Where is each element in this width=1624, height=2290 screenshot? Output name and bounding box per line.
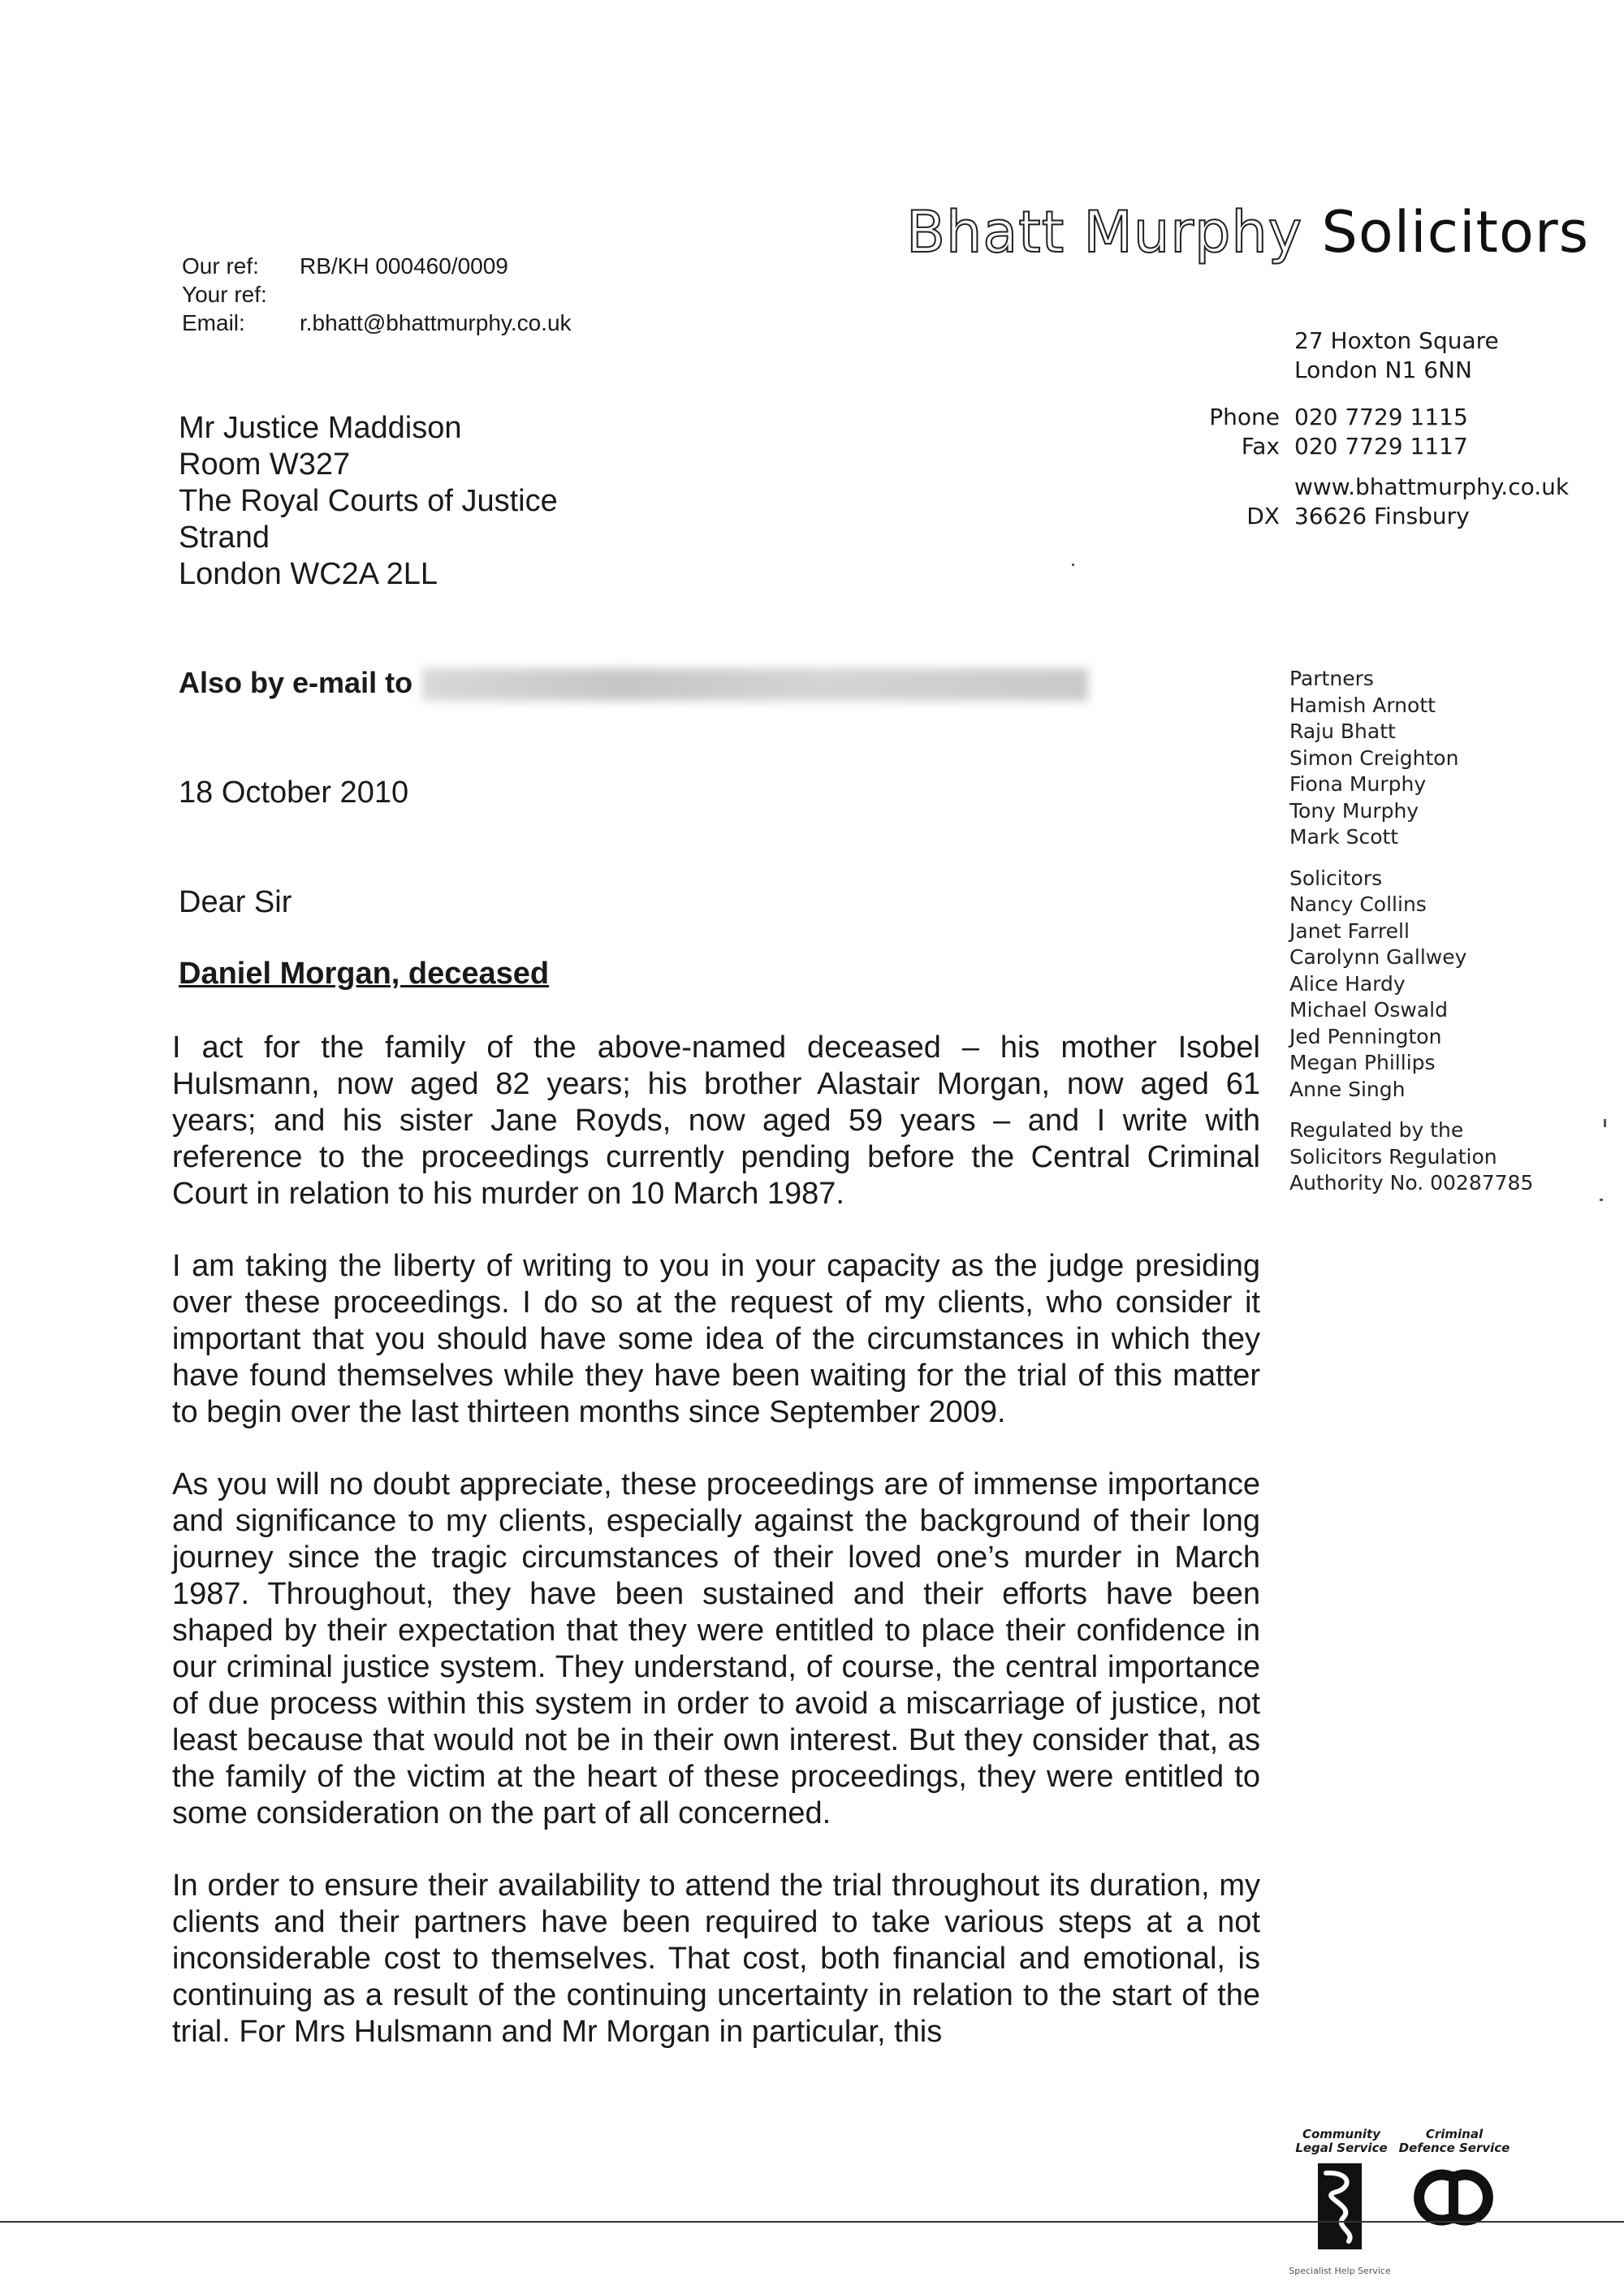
redacted-email (422, 668, 1088, 701)
address-line: 27 Hoxton Square (1294, 327, 1499, 354)
margin-mark (1600, 1199, 1603, 1201)
recipient-line: London WC2A 2LL (179, 557, 438, 591)
reference-block (182, 252, 572, 337)
letter-body (172, 1030, 1260, 2086)
partner-name: Mark Scott (1289, 825, 1399, 849)
dx-value: 36626 Finsbury (1294, 503, 1470, 529)
firm-sidebar (1289, 666, 1533, 1212)
our-ref-row (182, 252, 572, 280)
partner-name: Fiona Murphy (1289, 772, 1427, 796)
solicitor-name: Jed Pennington (1289, 1024, 1442, 1048)
community-legal-service-logo-icon (1311, 2160, 1368, 2258)
solicitors-heading: Solicitors (1289, 866, 1383, 890)
cls-caption: Specialist Help Service (1289, 2266, 1391, 2276)
regulation-line: Authority No. 00287785 (1289, 1171, 1534, 1195)
margin-mark (1604, 1119, 1606, 1127)
body-paragraph: In order to ensure their availability to attend the trial throughout its duration, my clients and their partners have been required to take various steps at a not inconsiderable cost to themselves. That cost, both financial and emotional, is continuing as a result of the continuing uncertainty in relation to the start of the trial. For Mrs Hulsmann and Mr Morgan in particular, this (172, 1869, 1260, 2049)
subject-heading: Daniel Morgan, deceased (179, 957, 550, 991)
regulation-note (1289, 1117, 1533, 1197)
partners-heading: Partners (1289, 667, 1374, 690)
firm-contact (1186, 403, 1569, 531)
regulation-line: Regulated by the (1289, 1118, 1464, 1142)
body-paragraph: I act for the family of the above-named deceased – his mother Isobel Hulsmann, now aged 82 years; his brother Alastair Morgan, now aged 61 years; and his sister Jane Royds, now aged 59 years – and I write with reference to the proceedings currently pending before the Central Criminal Court in relation to his murder on 10 March 1987. (172, 1030, 1260, 1211)
salutation: Dear Sir (179, 885, 292, 919)
address-line: London N1 6NN (1294, 356, 1472, 383)
phone-row (1186, 403, 1569, 432)
your-ref-row (182, 280, 572, 309)
fax-value: 020 7729 1117 (1294, 433, 1468, 460)
letter-date: 18 October 2010 (179, 776, 409, 810)
recipient-address (179, 410, 558, 593)
also-by-email-line (179, 666, 1088, 701)
cls-label: Community Legal Service (1295, 2127, 1388, 2155)
solicitor-name: Anne Singh (1289, 1077, 1406, 1101)
dx-row (1186, 502, 1569, 531)
recipient-line: Mr Justice Maddison (179, 411, 462, 445)
dx-label: DX (1246, 503, 1280, 529)
firm-address (1294, 326, 1499, 385)
phone-label: Phone (1209, 404, 1280, 430)
also-by-email-label: Also by e-mail to (179, 666, 413, 699)
firm-logo (906, 199, 1589, 266)
email-row (182, 309, 572, 337)
firm-name-outline: Bhatt Murphy (906, 199, 1303, 266)
email-label: Email: (182, 310, 245, 335)
partners-list (1289, 666, 1533, 851)
solicitor-name: Carolynn Gallwey (1289, 945, 1467, 969)
solicitor-name: Nancy Collins (1289, 892, 1427, 916)
your-ref-label: Your ref: (182, 282, 267, 307)
partner-name: Simon Creighton (1289, 745, 1459, 770)
footer-rule (0, 2221, 1624, 2223)
solicitor-name: Michael Oswald (1289, 998, 1448, 1022)
body-paragraph: As you will no doubt appreciate, these proceedings are of immense importance and significance to my clients, especially against the background of their long journey since the tragic circumstances of their loved one’s murder in March 1987. Throughout, they have been sustained and their efforts have been shaped by their expectation that they were entitled to place their confidence in our criminal justice system. They understand, of course, the central importance of due process within this system in order to avoid a miscarriage of justice, not least because that would not be in their own interest. But they consider that, as the family of the victim at the heart of these proceedings, they were entitled to some consideration on the part of all concerned. (172, 1467, 1260, 1830)
margin-mark (1072, 564, 1074, 566)
solicitor-name: Megan Phillips (1289, 1051, 1436, 1074)
solicitors-list (1289, 866, 1533, 1104)
criminal-defence-service-logo-icon (1413, 2168, 1494, 2227)
email-value: r.bhatt@bhattmurphy.co.uk (300, 310, 572, 335)
fax-label: Fax (1241, 433, 1280, 460)
website: www.bhattmurphy.co.uk (1294, 473, 1570, 500)
solicitor-name: Alice Hardy (1289, 971, 1406, 996)
our-ref-value: RB/KH 000460/0009 (300, 253, 508, 279)
our-ref-label: Our ref: (182, 253, 259, 279)
solicitor-name: Janet Farrell (1289, 918, 1410, 943)
cds-label: Criminal Defence Service (1398, 2127, 1510, 2155)
partner-name: Hamish Arnott (1289, 693, 1436, 717)
regulation-line: Solicitors Regulation (1289, 1144, 1497, 1169)
website-row (1186, 473, 1569, 502)
fax-row (1186, 432, 1569, 461)
phone-value: 020 7729 1115 (1294, 404, 1468, 430)
partner-name: Raju Bhatt (1289, 719, 1396, 743)
recipient-line: The Royal Courts of Justice (179, 484, 558, 518)
body-paragraph: I am taking the liberty of writing to you in your capacity as the judge presiding over these proceedings. I do so at the request of my clients, who consider it important that you should have some idea of the circumstances in which they have found themselves while they have been waiting for the trial of this matter to begin over the last thirteen months since September 2009. (172, 1249, 1260, 1429)
partner-name: Tony Murphy (1289, 798, 1419, 823)
recipient-line: Room W327 (179, 447, 351, 482)
firm-name-solid: Solicitors (1321, 199, 1590, 266)
recipient-line: Strand (179, 521, 270, 555)
